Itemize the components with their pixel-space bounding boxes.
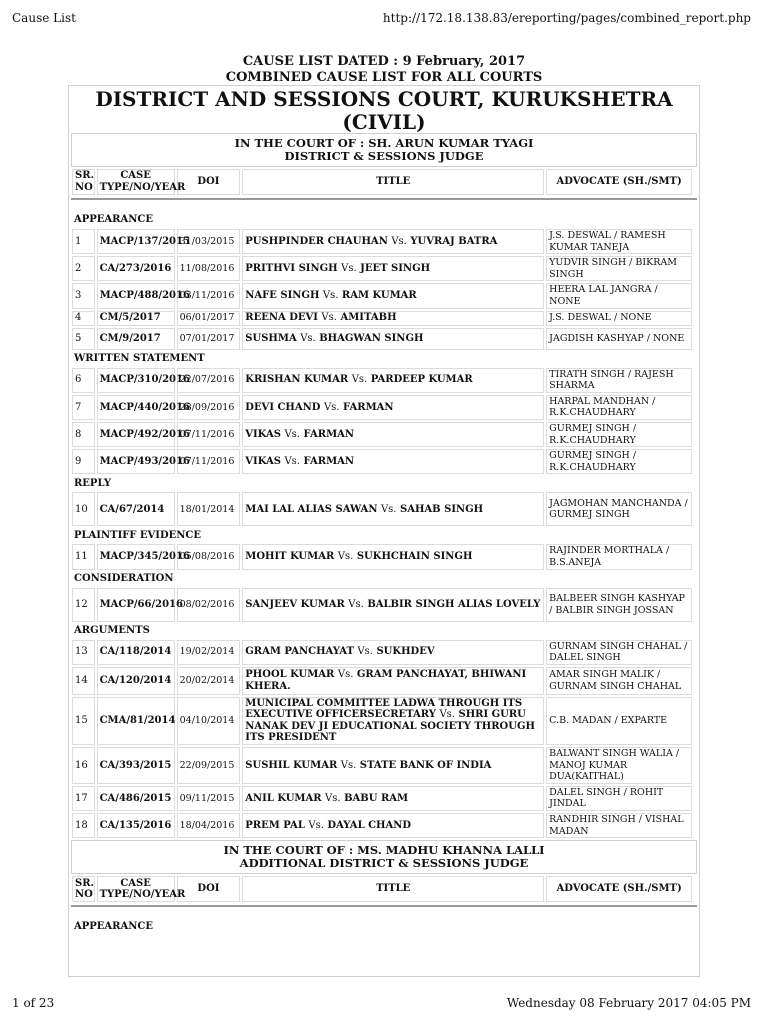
advocate-cell: RAJINDER MORTHALA / B.S.ANEJA bbox=[546, 544, 692, 569]
judge-designation: DISTRICT & SESSIONS JUDGE bbox=[284, 149, 484, 163]
advocate-cell: DALEL SINGH / ROHIT JINDAL bbox=[546, 786, 692, 811]
title-cell bbox=[242, 368, 544, 393]
respondent: FARMAN bbox=[303, 428, 355, 440]
respondent: AMITABH bbox=[340, 312, 397, 324]
section-header bbox=[72, 920, 692, 934]
title-cell bbox=[242, 786, 544, 811]
table-row bbox=[72, 449, 692, 474]
doi-cell: 28/09/2016 bbox=[177, 395, 241, 420]
petitioner: MOHIT KUMAR bbox=[245, 551, 335, 563]
judge-name: IN THE COURT OF : SH. ARUN KUMAR TYAGI bbox=[234, 136, 534, 150]
table-row bbox=[72, 667, 692, 695]
case-number-cell[interactable]: CM/9/2017 bbox=[97, 328, 175, 350]
case-number-cell[interactable]: CA/120/2014 bbox=[97, 667, 175, 695]
respondent: BALBIR SINGH ALIAS LOVELY bbox=[367, 598, 541, 610]
petitioner: SUSHMA bbox=[245, 332, 297, 344]
judge-designation: ADDITIONAL DISTRICT & SESSIONS JUDGE bbox=[239, 856, 529, 871]
page-url[interactable]: http://172.18.138.83/ereporting/pages/combined_report.php bbox=[382, 11, 751, 25]
sr-no-cell: 1 bbox=[72, 229, 95, 254]
table-row bbox=[72, 813, 692, 838]
case-number-cell[interactable]: MACP/440/2016 bbox=[97, 395, 175, 420]
table-row bbox=[72, 697, 692, 745]
title-cell bbox=[242, 747, 544, 784]
sr-no-cell: 3 bbox=[72, 283, 95, 308]
versus-label: Vs. bbox=[341, 262, 357, 274]
table-row bbox=[72, 640, 692, 665]
section-header bbox=[72, 572, 692, 586]
title-cell bbox=[242, 667, 544, 695]
advocate-cell: RANDHIR SINGH / VISHAL MADAN bbox=[546, 813, 692, 838]
respondent: STATE BANK OF INDIA bbox=[359, 759, 492, 771]
petitioner: SUSHIL KUMAR bbox=[245, 759, 338, 771]
doi-cell: 31/03/2015 bbox=[177, 229, 241, 254]
table-row bbox=[72, 328, 692, 350]
advocate-cell: BALBEER SINGH KASHYAP / BALBIR SINGH JOSSAN bbox=[546, 588, 692, 622]
title-cell bbox=[242, 311, 544, 326]
section-name: WRITTEN STATEMENT bbox=[74, 352, 205, 364]
advocate-cell: AMAR SINGH MALIK / GURNAM SINGH CHAHAL bbox=[546, 667, 692, 695]
doi-cell: 07/01/2017 bbox=[177, 328, 241, 350]
doi-cell: 03/11/2016 bbox=[177, 283, 241, 308]
versus-label: Vs. bbox=[337, 551, 354, 563]
advocate-cell: HARPAL MANDHAN / R.K.CHAUDHARY bbox=[546, 395, 692, 420]
doi-cell: 22/09/2015 bbox=[177, 747, 241, 784]
sr-no-cell: 12 bbox=[72, 588, 95, 622]
versus-label: Vs. bbox=[321, 312, 337, 324]
case-number-cell[interactable]: CA/486/2015 bbox=[97, 786, 175, 811]
table-row bbox=[72, 786, 692, 811]
respondent: GRAM PANCHAYAT, BHIWANI KHERA. bbox=[245, 669, 527, 692]
browser-page-title: Cause List bbox=[12, 11, 76, 25]
sr-no-cell: 16 bbox=[72, 747, 95, 784]
petitioner: PHOOL KUMAR bbox=[245, 669, 335, 681]
versus-label: Vs. bbox=[322, 290, 339, 302]
sr-no-cell: 7 bbox=[72, 395, 95, 420]
court-name-line2: (CIVIL) bbox=[342, 110, 426, 134]
table-row bbox=[72, 395, 692, 420]
section-name: PLAINTIFF EVIDENCE bbox=[74, 529, 202, 541]
court-name-line1: DISTRICT AND SESSIONS COURT, KURUKSHETRA bbox=[95, 87, 673, 111]
title-cell bbox=[242, 588, 544, 622]
section-name: CONSIDERATION bbox=[74, 572, 174, 584]
respondent: YUVRAJ BATRA bbox=[410, 235, 498, 247]
respondent: JEET SINGH bbox=[360, 262, 431, 274]
doi-cell: 08/02/2016 bbox=[177, 588, 241, 622]
sr-no-cell: 5 bbox=[72, 328, 95, 350]
case-number-cell[interactable]: MACP/492/2016 bbox=[97, 422, 175, 447]
page-number: 1 of 23 bbox=[12, 996, 55, 1010]
cause-list-table bbox=[70, 167, 694, 197]
advocate-cell: JAGMOHAN MANCHANDA / GURMEJ SINGH bbox=[546, 492, 692, 526]
versus-label: Vs. bbox=[325, 792, 341, 804]
respondent: FARMAN bbox=[303, 455, 355, 467]
doi-cell: 18/04/2016 bbox=[177, 813, 241, 838]
court-heading bbox=[72, 841, 696, 873]
petitioner: ANIL KUMAR bbox=[245, 792, 322, 804]
respondent: SUKHCHAIN SINGH bbox=[356, 551, 473, 563]
sr-no-cell: 4 bbox=[72, 311, 95, 326]
sr-no-header: SR. NO bbox=[72, 876, 95, 902]
respondent: BABU RAM bbox=[344, 792, 409, 804]
versus-label: Vs. bbox=[340, 759, 357, 771]
versus-label: Vs. bbox=[348, 598, 364, 610]
doi-cell: 06/01/2017 bbox=[177, 311, 241, 326]
case-number-cell[interactable]: CA/393/2015 bbox=[97, 747, 175, 784]
section-header bbox=[72, 624, 692, 638]
cause-list-table bbox=[70, 874, 694, 904]
court-section bbox=[71, 133, 697, 167]
case-number-cell[interactable]: CA/118/2014 bbox=[97, 640, 175, 665]
section-header bbox=[72, 476, 692, 490]
doi-cell: 05/08/2016 bbox=[177, 544, 241, 569]
title-cell bbox=[242, 640, 544, 665]
sr-no-cell: 8 bbox=[72, 422, 95, 447]
advocate-cell: GURNAM SINGH CHAHAL / DALEL SINGH bbox=[546, 640, 692, 665]
section-header bbox=[72, 352, 692, 366]
petitioner: DEVI CHAND bbox=[245, 401, 321, 413]
case-number-cell[interactable]: MACP/310/2016 bbox=[97, 368, 175, 393]
case-number-cell[interactable]: MACP/137/2015 bbox=[97, 229, 175, 254]
case-number-cell[interactable]: MACP/66/2016 bbox=[97, 588, 175, 622]
petitioner: MUNICIPAL COMMITTEE LADWA THROUGH ITS EXECUTIVE OFFICERSECRETARY bbox=[245, 697, 523, 721]
versus-label: Vs. bbox=[323, 401, 340, 413]
doi-header: DOI bbox=[177, 876, 241, 902]
advocate-cell: J.S. DESWAL / RAMESH KUMAR TANEJA bbox=[546, 229, 692, 254]
doi-cell: 07/11/2016 bbox=[177, 422, 241, 447]
petitioner: REENA DEVI bbox=[245, 312, 318, 324]
table-row bbox=[72, 747, 692, 784]
petitioner: GRAM PANCHAYAT bbox=[245, 646, 354, 658]
table-row bbox=[72, 544, 692, 569]
sr-no-cell: 9 bbox=[72, 449, 95, 474]
case-number-cell[interactable]: MACP/488/2016 bbox=[97, 283, 175, 308]
petitioner: VIKAS bbox=[245, 455, 281, 467]
doi-cell: 20/02/2014 bbox=[177, 667, 241, 695]
versus-label: Vs. bbox=[284, 428, 300, 440]
advocate-cell: HEERA LAL JANGRA / NONE bbox=[546, 283, 692, 308]
title-cell bbox=[242, 544, 544, 569]
advocate-cell: TIRATH SINGH / RAJESH SHARMA bbox=[546, 368, 692, 393]
doi-cell: 09/11/2015 bbox=[177, 786, 241, 811]
case-number-cell[interactable]: MACP/345/2016 bbox=[97, 544, 175, 569]
title-cell bbox=[242, 229, 544, 254]
petitioner: MAI LAL ALIAS SAWAN bbox=[245, 503, 378, 515]
versus-label: Vs. bbox=[351, 374, 368, 386]
respondent: FARMAN bbox=[342, 401, 394, 413]
versus-label: Vs. bbox=[337, 669, 354, 681]
title-cell bbox=[242, 422, 544, 447]
advocate-cell: GURMEJ SINGH / R.K.CHAUDHARY bbox=[546, 422, 692, 447]
section-name: APPEARANCE bbox=[74, 214, 153, 226]
petitioner: PREM PAL bbox=[245, 819, 305, 831]
doi-header: DOI bbox=[177, 169, 241, 195]
respondent: SUKHDEV bbox=[376, 646, 435, 658]
case-type-header: CASE TYPE/NO/YEAR bbox=[97, 876, 175, 902]
respondent: SAHAB SINGH bbox=[399, 503, 484, 515]
table-row bbox=[72, 368, 692, 393]
table-row bbox=[72, 311, 692, 326]
sr-no-cell: 15 bbox=[72, 697, 95, 745]
table-row bbox=[72, 229, 692, 254]
title-cell bbox=[242, 328, 544, 350]
versus-label: Vs. bbox=[300, 332, 316, 344]
respondent: RAM KUMAR bbox=[341, 290, 417, 302]
cause-list-date-title: CAUSE LIST DATED : 9 February, 2017 bbox=[242, 54, 526, 69]
case-number-cell[interactable]: CA/135/2016 bbox=[97, 813, 175, 838]
doi-cell: 22/07/2016 bbox=[177, 368, 241, 393]
doi-cell: 07/11/2016 bbox=[177, 449, 241, 474]
table-row bbox=[72, 492, 692, 526]
sr-no-cell: 6 bbox=[72, 368, 95, 393]
case-number-cell[interactable]: CMA/81/2014 bbox=[97, 697, 175, 745]
doi-cell: 11/08/2016 bbox=[177, 256, 241, 281]
sr-no-cell: 17 bbox=[72, 786, 95, 811]
sr-no-cell: 10 bbox=[72, 492, 95, 526]
section-header bbox=[72, 213, 692, 227]
header-row bbox=[72, 876, 692, 902]
title-cell bbox=[242, 283, 544, 308]
petitioner: PUSHPINDER CHAUHAN bbox=[245, 235, 388, 247]
sr-no-header: SR. NO bbox=[72, 169, 95, 195]
section-header bbox=[72, 528, 692, 542]
sr-no-cell: 13 bbox=[72, 640, 95, 665]
advocate-cell: JAGDISH KASHYAP / NONE bbox=[546, 328, 692, 350]
section-name: REPLY bbox=[74, 477, 111, 489]
table-row bbox=[72, 588, 692, 622]
versus-label: Vs. bbox=[380, 503, 397, 515]
case-number-cell[interactable]: MACP/493/2016 bbox=[97, 449, 175, 474]
petitioner: KRISHAN KUMAR bbox=[245, 374, 349, 386]
title-cell bbox=[242, 449, 544, 474]
sr-no-cell: 18 bbox=[72, 813, 95, 838]
print-timestamp: Wednesday 08 February 2017 04:05 PM bbox=[506, 996, 751, 1010]
cause-list-body bbox=[70, 201, 694, 840]
sr-no-cell: 11 bbox=[72, 544, 95, 569]
title-header: TITLE bbox=[242, 876, 544, 902]
doi-cell: 19/02/2014 bbox=[177, 640, 241, 665]
title-cell bbox=[242, 256, 544, 281]
case-number-cell[interactable]: CA/273/2016 bbox=[97, 256, 175, 281]
header-divider bbox=[71, 905, 697, 907]
cause-list-body bbox=[70, 908, 694, 936]
case-number-cell[interactable]: CA/67/2014 bbox=[97, 492, 175, 526]
petitioner: SANJEEV KUMAR bbox=[245, 598, 345, 610]
versus-label: Vs. bbox=[439, 709, 455, 721]
doi-cell: 18/01/2014 bbox=[177, 492, 241, 526]
title-header: TITLE bbox=[242, 169, 544, 195]
spacer-row bbox=[72, 203, 692, 211]
table-row bbox=[72, 283, 692, 308]
title-cell bbox=[242, 813, 544, 838]
header-row bbox=[72, 169, 692, 195]
court-heading bbox=[72, 134, 696, 166]
advocate-cell: BALWANT SINGH WALIA / MANOJ KUMAR DUA(KAITHAL) bbox=[546, 747, 692, 784]
versus-label: Vs. bbox=[391, 235, 407, 247]
case-type-header: CASE TYPE/NO/YEAR bbox=[97, 169, 175, 195]
judge-name: IN THE COURT OF : MS. MADHU KHANNA LALLI bbox=[223, 843, 545, 858]
sr-no-cell: 2 bbox=[72, 256, 95, 281]
doi-cell: 04/10/2014 bbox=[177, 697, 241, 745]
versus-label: Vs. bbox=[308, 819, 324, 831]
title-cell bbox=[242, 492, 544, 526]
advocate-cell: J.S. DESWAL / NONE bbox=[546, 311, 692, 326]
petitioner: NAFE SINGH bbox=[245, 290, 320, 302]
table-row bbox=[72, 256, 692, 281]
title-cell bbox=[242, 697, 544, 745]
advocate-header: ADVOCATE (SH./SMT) bbox=[546, 876, 692, 902]
section-name: APPEARANCE bbox=[74, 921, 153, 933]
respondent: DAYAL CHAND bbox=[327, 819, 412, 831]
versus-label: Vs. bbox=[284, 455, 300, 467]
versus-label: Vs. bbox=[357, 646, 373, 658]
header-divider bbox=[71, 198, 697, 200]
court-name bbox=[69, 86, 699, 133]
report-frame bbox=[68, 85, 700, 977]
table-row bbox=[72, 422, 692, 447]
advocate-header: ADVOCATE (SH./SMT) bbox=[546, 169, 692, 195]
sr-no-cell: 14 bbox=[72, 667, 95, 695]
petitioner: VIKAS bbox=[245, 428, 281, 440]
court-section bbox=[71, 840, 697, 874]
petitioner: PRITHVI SINGH bbox=[245, 262, 338, 274]
respondent: PARDEEP KUMAR bbox=[370, 374, 473, 386]
respondent: SHRI GURU NANAK DEV JI EDUCATIONAL SOCIETY THROUGH ITS PRESIDENT bbox=[245, 709, 535, 744]
advocate-cell: YUDVIR SINGH / BIKRAM SINGH bbox=[546, 256, 692, 281]
advocate-cell: GURMEJ SINGH / R.K.CHAUDHARY bbox=[546, 449, 692, 474]
respondent: BHAGWAN SINGH bbox=[319, 332, 424, 344]
title-cell bbox=[242, 395, 544, 420]
section-name: ARGUMENTS bbox=[74, 624, 150, 636]
advocate-cell: C.B. MADAN / EXPARTE bbox=[546, 697, 692, 745]
case-number-cell[interactable]: CM/5/2017 bbox=[97, 311, 175, 326]
combined-list-title: COMBINED CAUSE LIST FOR ALL COURTS bbox=[225, 70, 543, 85]
courts-container bbox=[69, 133, 699, 936]
spacer-row bbox=[72, 910, 692, 918]
